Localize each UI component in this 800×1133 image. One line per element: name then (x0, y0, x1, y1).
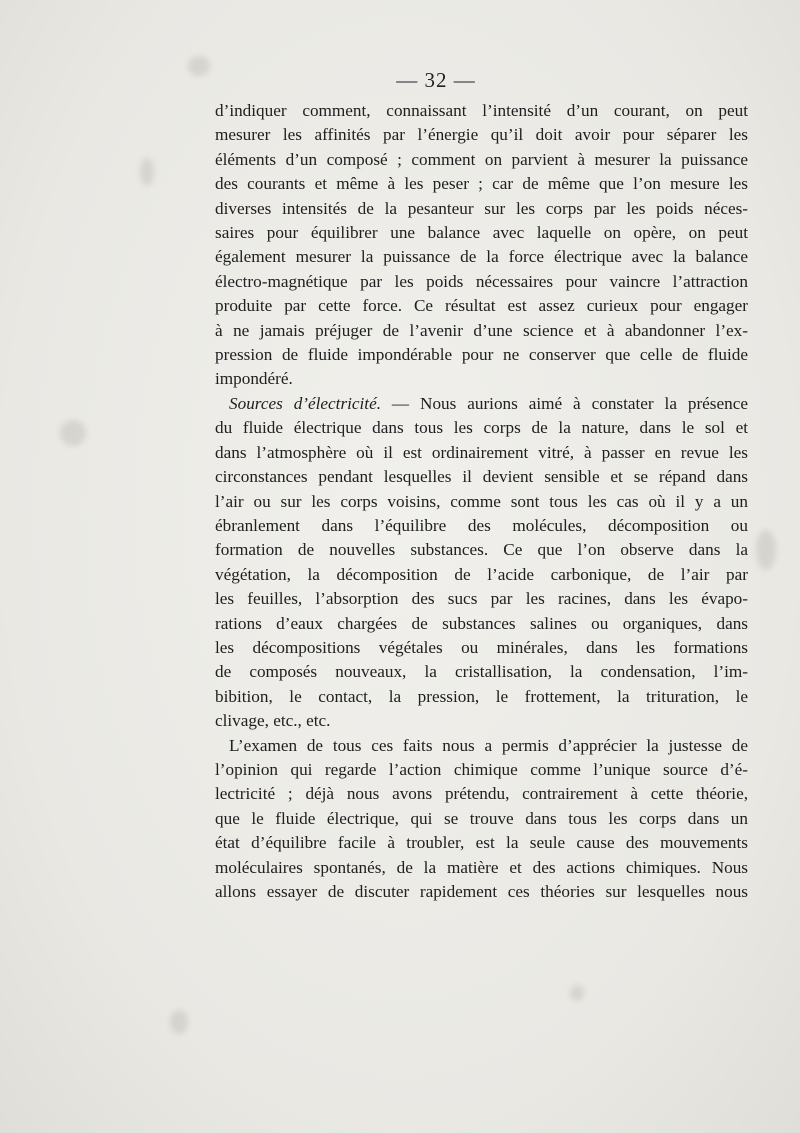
paper-stain (140, 158, 154, 186)
text-line: lectricité ; déjà nous avons prétendu, contrairement à cette théorie, (215, 784, 748, 804)
paper-stain (756, 530, 776, 570)
text-line: bibition, le contact, la pression, le frottement, la trituration, le (215, 686, 748, 706)
text-line: que le fluide électrique, qui se trouve dans tous les corps dans un (215, 808, 748, 828)
paper-stain (570, 985, 584, 1001)
text-line: état d’équilibre facile à troubler, est la seule cause des mouvements (215, 833, 748, 853)
text-line: circonstances pendant lesquelles il devient sensible et se répand dans (215, 467, 748, 487)
text-line: d’indiquer comment, connaissant l’intensité d’un courant, on peut (215, 101, 748, 120)
text-line: les feuilles, l’absorption des sucs par les racines, dans les évapo- (215, 589, 748, 609)
text-line: rations d’eaux chargées de substances salines ou organiques, dans (215, 613, 748, 633)
paragraph (215, 99, 748, 392)
text-line: diverses intensités de la pesanteur sur les corps par les poids néces- (215, 198, 748, 218)
text-line: dans l’atmosphère où il est ordinairement vitré, à passer en revue les (215, 442, 748, 462)
text-line: mesurer les affinités par l’énergie qu’il doit avoir pour séparer les (215, 125, 748, 145)
text-line: végétation, la décomposition de l’acide carbonique, de l’air par (215, 564, 748, 584)
text-line: allons essayer de discuter rapidement ces théories sur lesquelles nous (215, 882, 748, 901)
text-line: à ne jamais préjuger de l’avenir d’une science et à abandonner l’ex- (215, 320, 748, 340)
text-line: impondéré. (215, 369, 293, 389)
body-text (215, 99, 748, 904)
text-line: saires pour équilibrer une balance avec laquelle on opère, on peut (215, 223, 748, 243)
page-number: — 32 — (396, 68, 476, 92)
text-line: électro-magnétique par les poids nécessaires pour vaincre l’attraction (215, 271, 748, 291)
text-line: L’examen de tous ces faits nous a permis d’apprécier la justesse de (229, 735, 748, 755)
text-line: produite par cette force. Ce résultat est assez curieux pour engager (215, 296, 748, 316)
text-line: éléments d’un composé ; comment on parvient à mesurer la puissance (215, 149, 748, 169)
text-line: moléculaires spontanés, de la matière et des actions chimiques. Nous (215, 857, 748, 877)
section-heading: Sources d’électricité. (229, 393, 382, 413)
text-line: l’opinion qui regarde l’action chimique comme l’unique source d’é- (215, 759, 748, 779)
text-line: également mesurer la puissance de la force électrique avec la balance (215, 247, 748, 267)
paper-stain (170, 1010, 188, 1034)
text-fragment: — Nous aurions aimé à constater la présence (381, 393, 748, 413)
text-line: clivage, etc., etc. (215, 711, 331, 731)
text-line: des courants et même à les peser ; car de même que l’on mesure les (215, 174, 748, 194)
text-line: de composés nouveaux, la cristallisation, la condensation, l’im- (215, 662, 748, 682)
text-line: formation de nouvelles substances. Ce que l’on observe dans la (215, 540, 748, 560)
text-line: pression de fluide impondérable pour ne conserver que celle de fluide (215, 345, 748, 365)
text-line: les décompositions végétales ou minérales, dans les formations (215, 637, 748, 657)
paragraph (215, 734, 748, 905)
text-line: l’air ou sur les corps voisins, comme sont tous les cas où il y a un (215, 491, 748, 511)
paper-stain (60, 420, 86, 446)
text-line (215, 392, 748, 416)
paragraph (215, 392, 748, 734)
text-line: du fluide électrique dans tous les corps de la nature, dans le sol et (215, 418, 748, 438)
text-line: ébranlement dans l’équilibre des molécules, décomposition ou (215, 515, 748, 535)
